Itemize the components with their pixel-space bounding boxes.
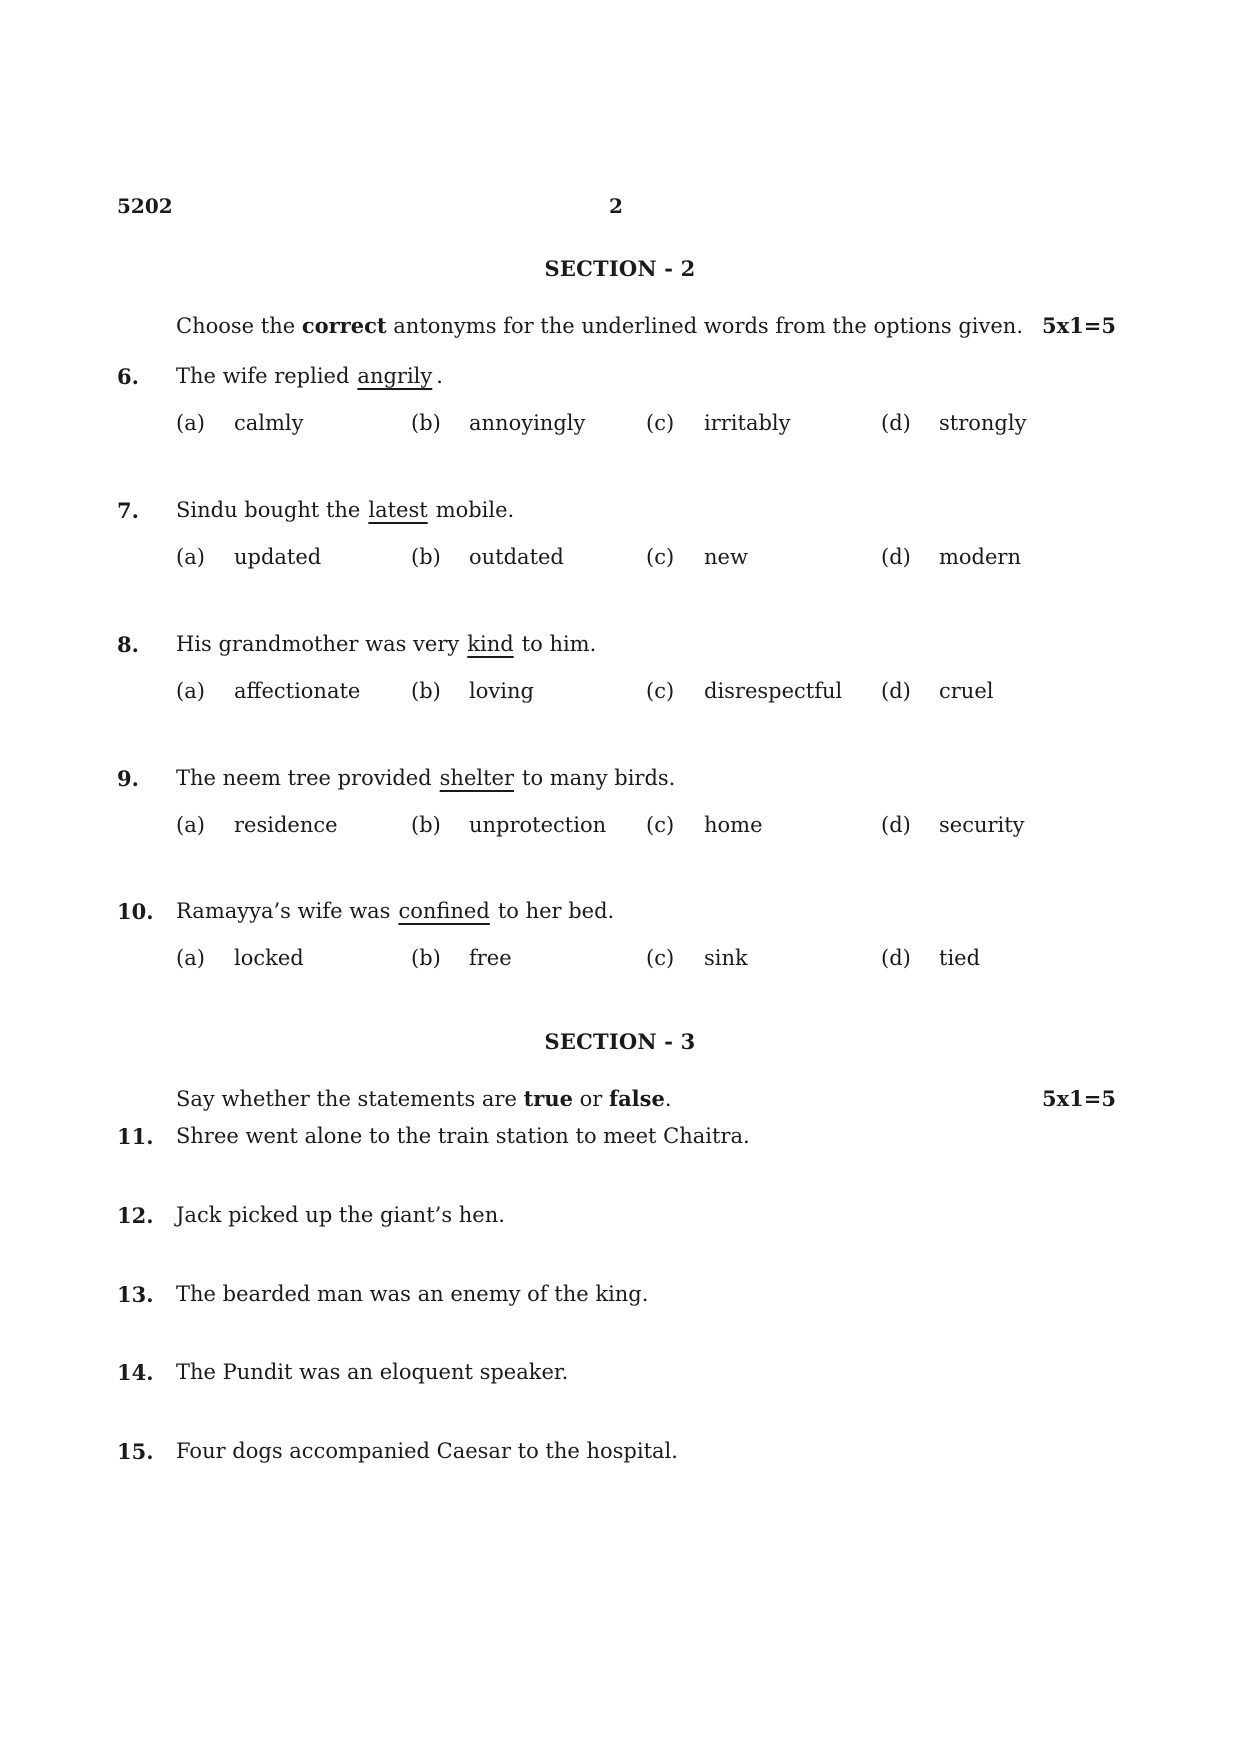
question-number: 8. [117,632,139,657]
underlined-word: kind [467,632,514,656]
question-text-after: . [436,364,443,388]
option-text: residence [234,813,338,837]
statement-text: Shree went alone to the train station to meet Chaitra. [176,1124,750,1148]
option-label: (c) [646,411,675,435]
question-text [176,899,614,923]
option-text: outdated [469,545,564,569]
option-label: (d) [881,411,911,435]
option-text: sink [704,946,748,970]
option-label: (b) [411,813,441,837]
option-text: loving [469,679,534,703]
statement-number: 11. [117,1124,154,1149]
option-text: locked [234,946,304,970]
option-text: free [469,946,512,970]
question-text-before: The neem tree provided [176,766,432,790]
question-text [176,498,514,522]
option-text: calmly [234,411,304,435]
option-label: (a) [176,679,205,703]
question-text-before: Ramayya’s wife was [176,899,391,923]
statement-number: 12. [117,1203,154,1228]
question-text-before: The wife replied [176,364,350,388]
option-label: (d) [881,813,911,837]
option-label: (b) [411,679,441,703]
option-label: (d) [881,946,911,970]
question-text-after: to her bed. [497,899,615,923]
option-label: (c) [646,545,675,569]
option-label: (a) [176,545,205,569]
option-text: security [939,813,1025,837]
statement-text: The Pundit was an eloquent speaker. [176,1360,569,1384]
question-number: 7. [117,498,139,523]
statement-number: 15. [117,1439,154,1464]
question-text [176,364,443,388]
option-label: (a) [176,411,205,435]
question-text-before: His grandmother was very [176,632,460,656]
statement-text: Four dogs accompanied Caesar to the hospital. [176,1439,678,1463]
option-text: modern [939,545,1021,569]
option-label: (a) [176,813,205,837]
page-number: 2 [609,194,623,218]
underlined-word: angrily [357,364,433,388]
option-label: (c) [646,813,675,837]
option-text: annoyingly [469,411,586,435]
underlined-word: shelter [439,766,514,790]
option-label: (b) [411,545,441,569]
option-text: home [704,813,763,837]
question-number: 10. [117,899,154,924]
option-text: strongly [939,411,1027,435]
statement-number: 14. [117,1360,154,1385]
statement-text: The bearded man was an enemy of the king. [176,1282,649,1306]
statement-text: Jack picked up the giant’s hen. [176,1203,505,1227]
option-text: affectionate [234,679,361,703]
question-text-after: to many birds. [522,766,676,790]
option-label: (d) [881,679,911,703]
option-text: irritably [704,411,791,435]
section-3-title: SECTION - 3 [544,1029,696,1054]
option-text: new [704,545,748,569]
section-2-marks: 5x1=5 [1042,313,1116,338]
option-text: updated [234,545,322,569]
question-text-before: Sindu bought the [176,498,361,522]
option-text: disrespectful [704,679,843,703]
question-text [176,766,675,790]
underlined-word: latest [368,498,428,522]
question-text-after: to him. [521,632,597,656]
option-label: (c) [646,946,675,970]
paper-code: 5202 [117,194,173,218]
section-2-title: SECTION - 2 [544,256,696,281]
option-text: unprotection [469,813,607,837]
option-label: (b) [411,946,441,970]
section-3-marks: 5x1=5 [1042,1086,1116,1111]
option-text: tied [939,946,981,970]
statement-number: 13. [117,1282,154,1307]
question-number: 6. [117,364,139,389]
option-text: cruel [939,679,994,703]
question-number: 9. [117,766,139,791]
option-label: (a) [176,946,205,970]
question-text-after: mobile. [435,498,515,522]
option-label: (b) [411,411,441,435]
option-label: (c) [646,679,675,703]
option-label: (d) [881,545,911,569]
question-text [176,632,596,656]
section-3-instruction: Say whether the statements are true or false. [176,1086,672,1111]
section-2-instruction: Choose the correct antonyms for the underlined words from the options given. [176,313,1023,338]
underlined-word: confined [398,899,490,923]
